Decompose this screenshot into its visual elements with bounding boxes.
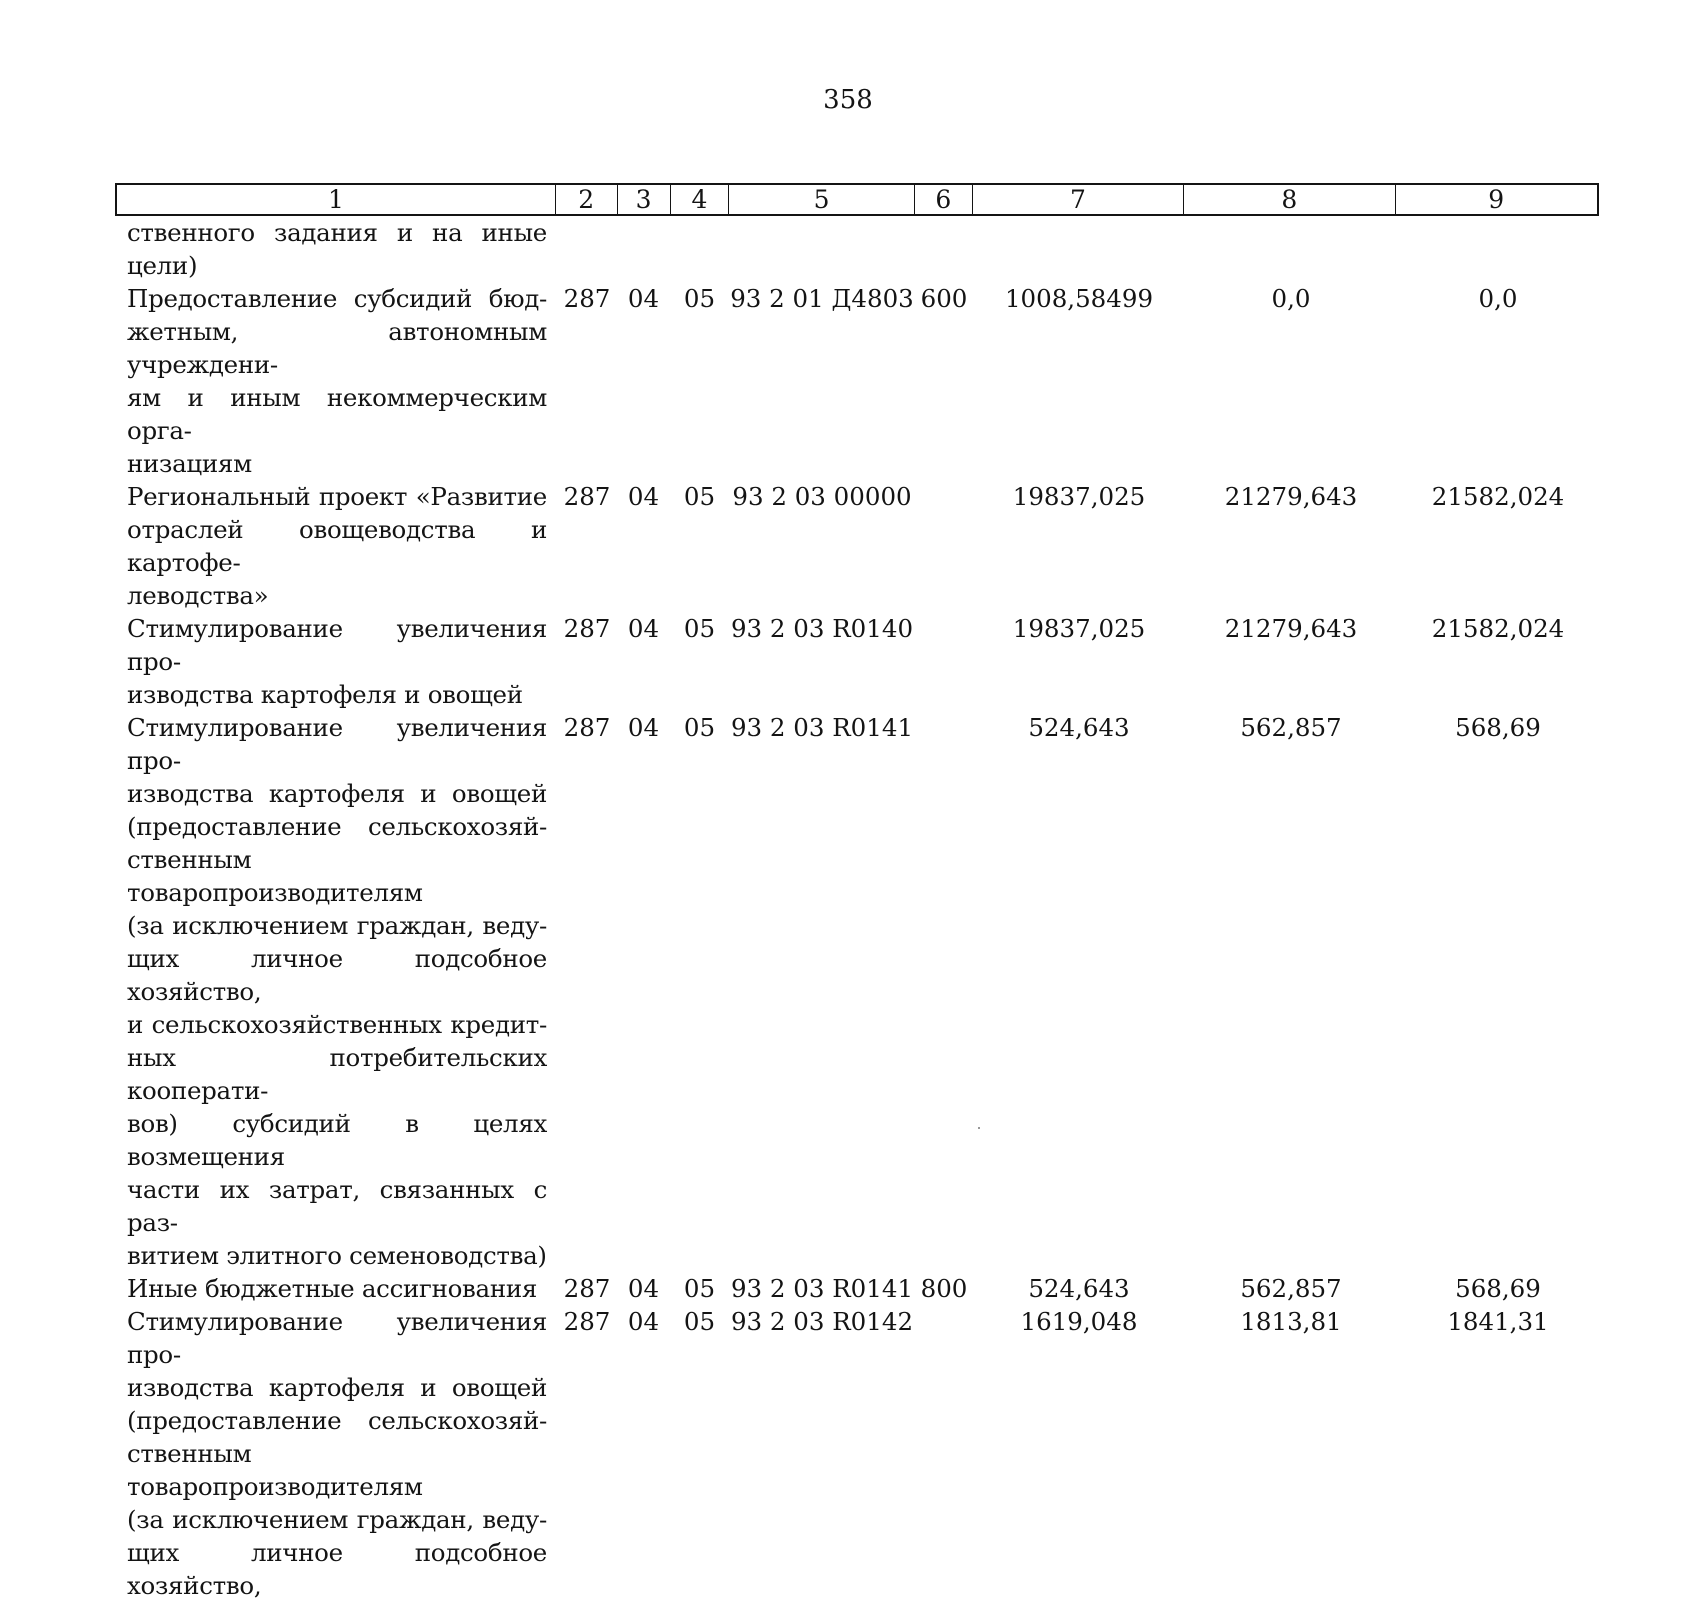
cell-col-3: 04: [627, 713, 660, 742]
description-line: и сельскохозяйственных кредит-: [127, 1010, 547, 1039]
description-line: Стимулирование увеличения про-: [127, 713, 547, 775]
cell-col-5: 93 2 03 00000: [732, 482, 912, 511]
description-line: щих личное подсобное хозяйство,: [127, 1538, 547, 1600]
description-line: (за исключением граждан, веду-: [127, 911, 547, 940]
cell-col-2: 287: [563, 284, 611, 313]
description-line: Предоставление субсидий бюд-: [127, 284, 547, 313]
description-line: витием элитного семеноводства): [127, 1241, 547, 1270]
cell-col-2: 287: [563, 1274, 611, 1303]
table-row: [115, 282, 1599, 480]
description-line: щих личное подсобное хозяйство,: [127, 944, 547, 1006]
row-description: [115, 216, 555, 282]
description-line: изводства картофеля и овощей: [127, 1373, 547, 1402]
description-line: Стимулирование увеличения про-: [127, 1307, 547, 1369]
budget-table: [115, 183, 1599, 1602]
cell-col-4: 05: [683, 1307, 716, 1336]
description-line: ственным товаропроизводителям: [127, 845, 423, 907]
description-line: ственным товаропроизводителям: [127, 1439, 423, 1501]
table-row: [115, 216, 1599, 282]
header-cell-4: 4: [671, 185, 730, 214]
table-row: [115, 612, 1599, 711]
row-description: [115, 1305, 555, 1602]
cell-col-4: 05: [683, 482, 716, 511]
header-cell-5: 5: [729, 185, 915, 214]
description-line: отраслей овощеводства и картофе-: [127, 515, 547, 577]
description-line: (предоставление сельскохозяй-: [127, 812, 547, 841]
description-line: изводства картофеля и овощей: [127, 680, 523, 709]
table-row: [115, 480, 1599, 612]
cell-col-9: 21582,024: [1431, 614, 1565, 643]
cell-col-9: 1841,31: [1447, 1307, 1549, 1336]
cell-col-9: 21582,024: [1431, 482, 1565, 511]
cell-col-7: 19837,025: [1012, 614, 1146, 643]
cell-col-5: 93 2 01 Д4803: [730, 284, 914, 313]
scan-speck: [978, 1127, 980, 1129]
cell-col-4: 05: [683, 713, 716, 742]
cell-col-4: 05: [683, 1274, 716, 1303]
cell-col-5: 93 2 03 R0141: [730, 713, 914, 742]
description-line: низациям: [127, 449, 252, 478]
cell-col-3: 04: [627, 284, 660, 313]
cell-col-3: 04: [627, 1274, 660, 1303]
cell-col-5: 93 2 03 R0141: [730, 1274, 914, 1303]
page-number: 358: [823, 85, 873, 115]
header-cell-8: 8: [1184, 185, 1395, 214]
table-body: [115, 216, 1599, 1602]
description-line: Стимулирование увеличения про-: [127, 614, 547, 676]
header-cell-2: 2: [556, 185, 618, 214]
cell-col-6: 800: [920, 1274, 968, 1303]
row-description: [115, 1272, 555, 1305]
cell-col-3: 04: [627, 614, 660, 643]
description-line: изводства картофеля и овощей: [127, 779, 547, 808]
cell-col-2: 287: [563, 1307, 611, 1336]
description-line: Региональный проект «Развитие: [127, 482, 547, 511]
cell-col-3: 04: [627, 1307, 660, 1336]
description-line: вов) субсидий в целях возмещения: [127, 1109, 547, 1171]
cell-col-8: 562,857: [1240, 713, 1342, 742]
cell-col-7: 524,643: [1028, 713, 1130, 742]
cell-col-5: 93 2 03 R0142: [730, 1307, 914, 1336]
table-row: [115, 1272, 1599, 1305]
row-description: [115, 282, 555, 480]
cell-col-7: 524,643: [1028, 1274, 1130, 1303]
header-cell-9: 9: [1488, 185, 1505, 214]
header-cell-6: 6: [915, 185, 973, 214]
header-cell-1: 1: [117, 185, 556, 214]
row-description: [115, 480, 555, 612]
cell-col-8: 21279,643: [1224, 482, 1358, 511]
header-cell-3: 3: [618, 185, 671, 214]
cell-col-2: 287: [563, 482, 611, 511]
cell-col-8: 562,857: [1240, 1274, 1342, 1303]
description-line: ных потребительских кооперати-: [127, 1043, 547, 1105]
cell-col-8: 1813,81: [1240, 1307, 1342, 1336]
row-description: [115, 612, 555, 711]
cell-col-2: 287: [563, 713, 611, 742]
description-line: ям и иным некоммерческим орга-: [127, 383, 547, 445]
description-line: (предоставление сельскохозяй-: [127, 1406, 547, 1435]
description-line: ственного задания и на иные цели): [127, 218, 547, 280]
table-header-row: [115, 183, 1599, 216]
cell-col-3: 04: [627, 482, 660, 511]
cell-col-2: 287: [563, 614, 611, 643]
cell-col-9: 568,69: [1455, 713, 1541, 742]
cell-col-7: 1008,58499: [1004, 284, 1154, 313]
description-line: Иные бюджетные ассигнования: [127, 1274, 538, 1303]
header-cell-7: 7: [973, 185, 1184, 214]
cell-col-9: 0,0: [1478, 284, 1518, 313]
cell-col-7: 1619,048: [1020, 1307, 1138, 1336]
table-row: [115, 1305, 1599, 1602]
description-line: части их затрат, связанных с раз-: [127, 1175, 547, 1237]
description-line: (за исключением граждан, веду-: [127, 1505, 547, 1534]
cell-col-4: 05: [683, 284, 716, 313]
cell-col-4: 05: [683, 614, 716, 643]
table-row: [115, 711, 1599, 1272]
cell-col-9: 568,69: [1455, 1274, 1541, 1303]
cell-col-8: 21279,643: [1224, 614, 1358, 643]
cell-col-8: 0,0: [1271, 284, 1311, 313]
cell-col-6: 600: [920, 284, 968, 313]
row-description: [115, 711, 555, 1272]
description-line: жетным, автономным учреждени-: [127, 317, 547, 379]
description-line: леводства»: [127, 581, 269, 610]
cell-col-7: 19837,025: [1012, 482, 1146, 511]
cell-col-5: 93 2 03 R0140: [730, 614, 914, 643]
